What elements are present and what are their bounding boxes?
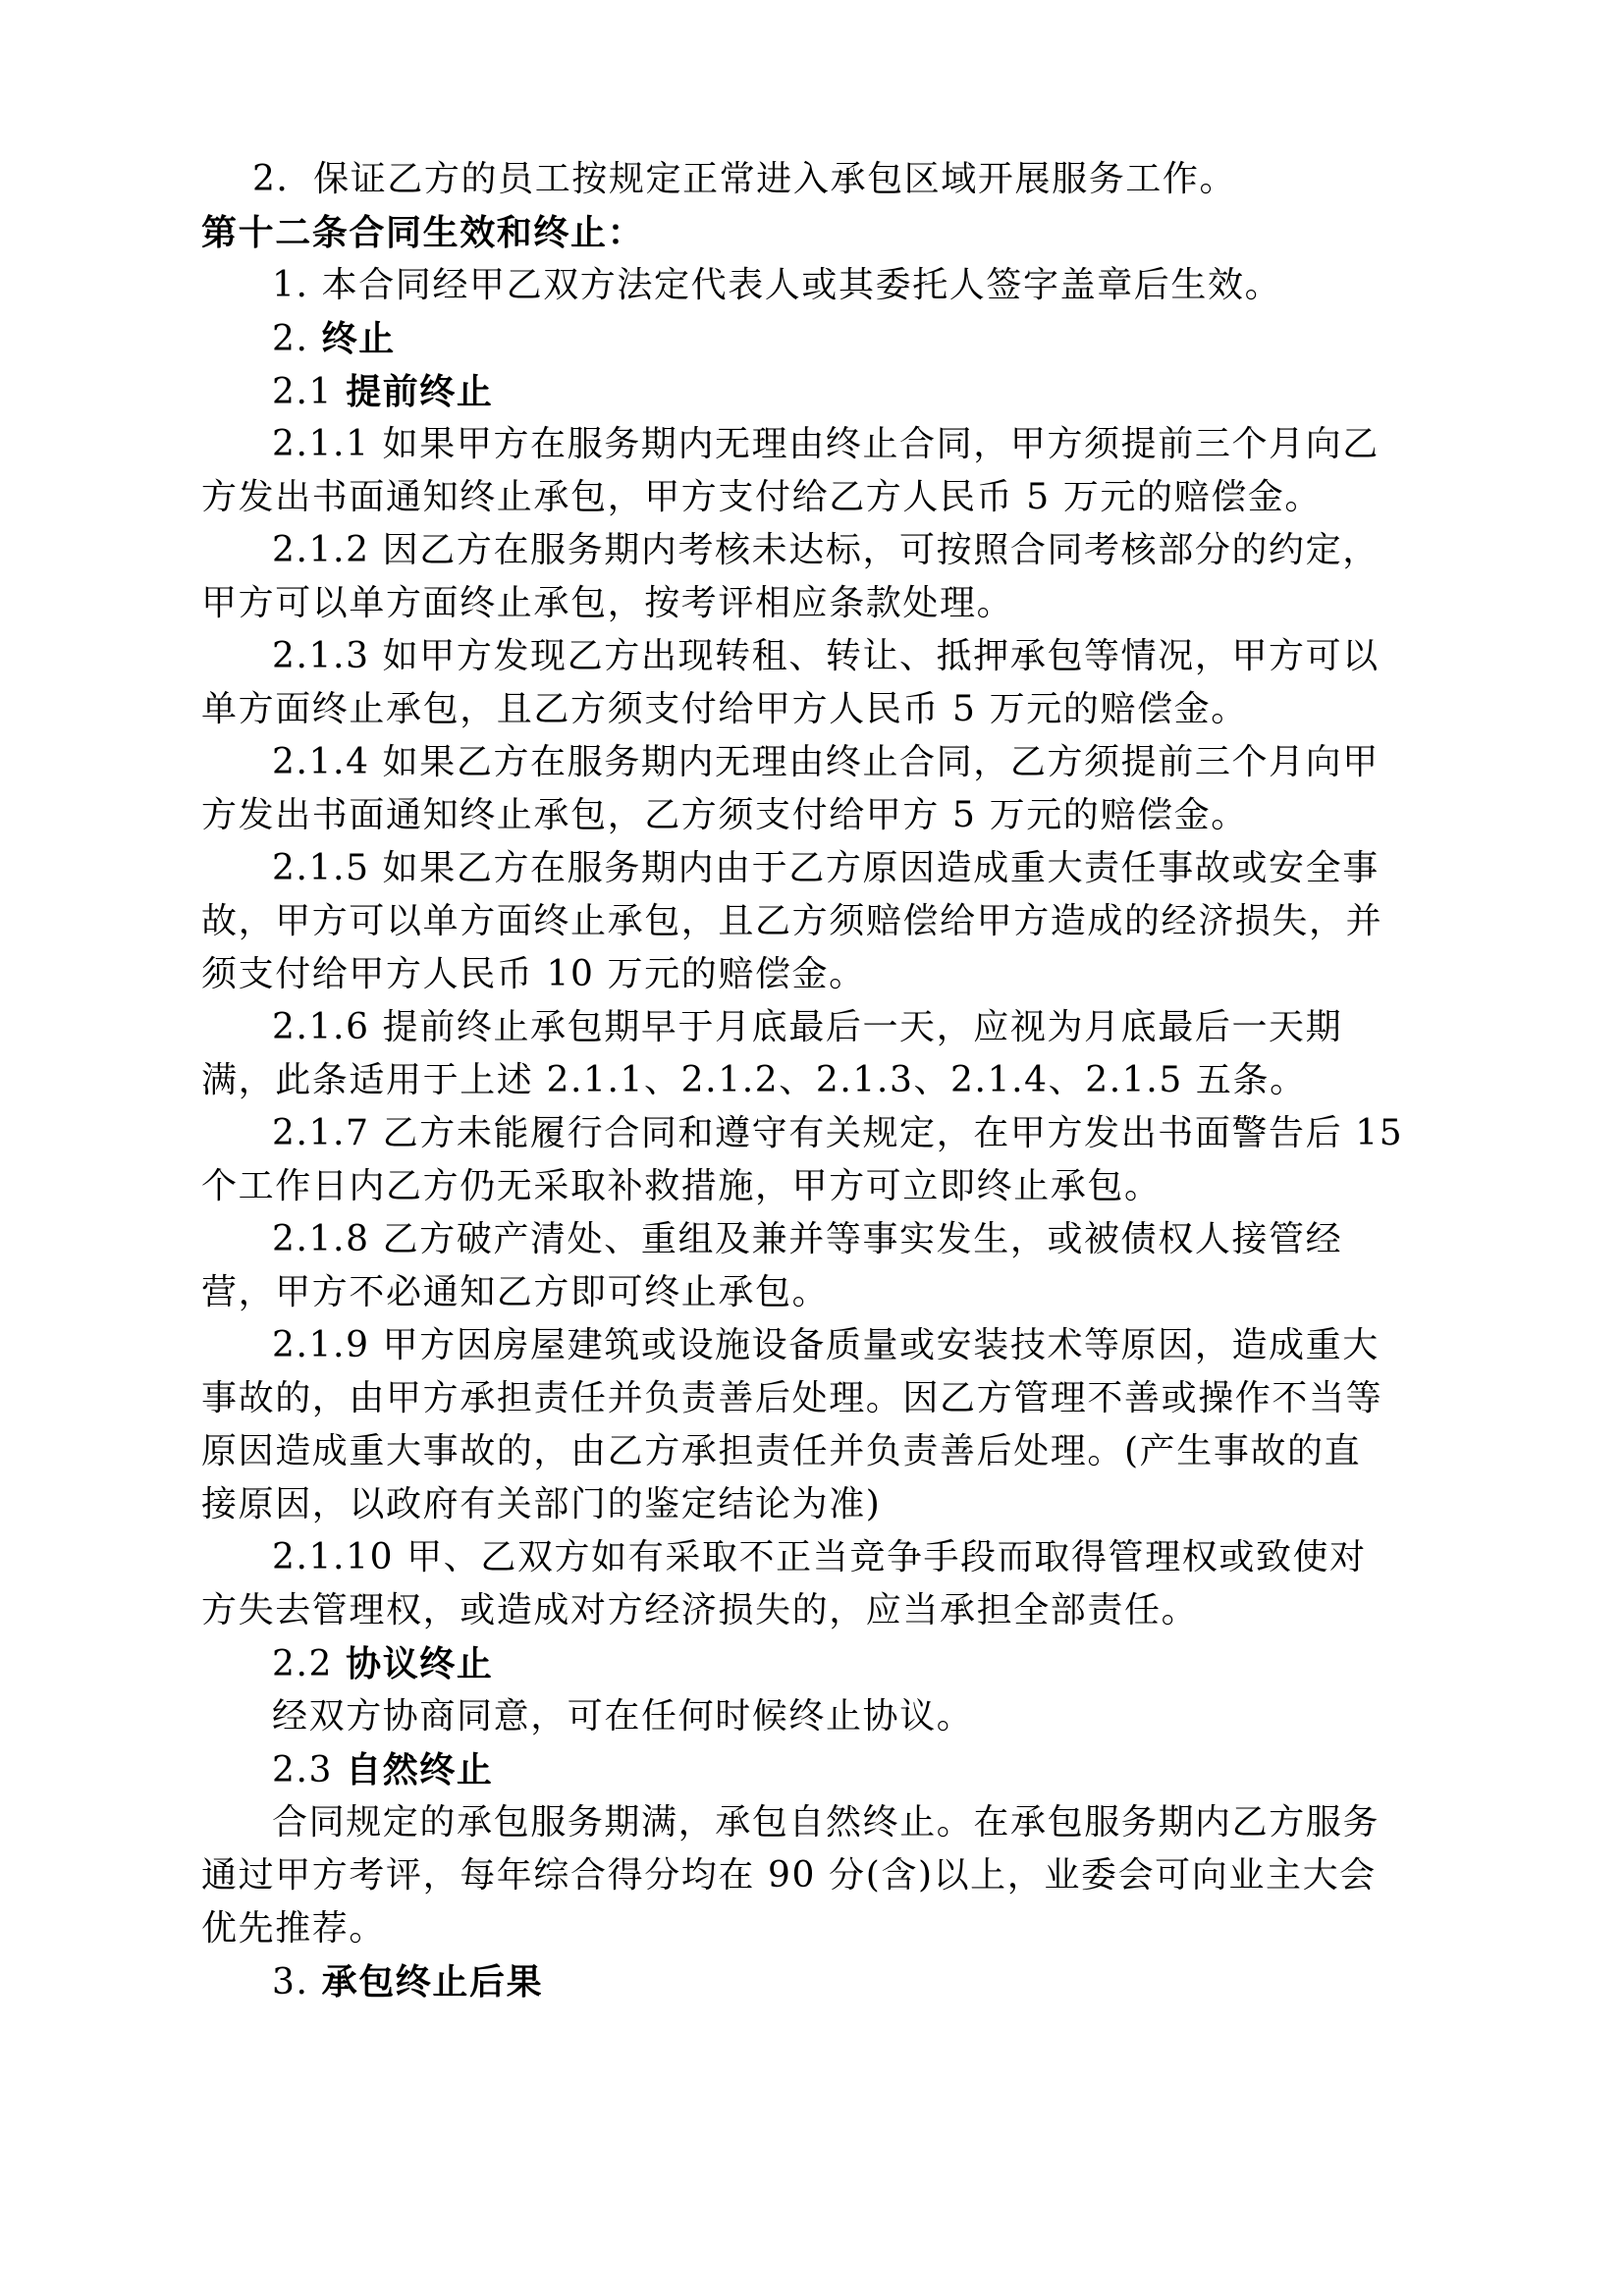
clause-line: 1. 本合同经甲乙双方法定代表人或其委托人签字盖章后生效。 — [272, 265, 1282, 305]
document-body — [201, 153, 1429, 2008]
clause-line: 通过甲方考评，每年综合得分均在 90 分(含)以上，业委会可向业主大会 — [201, 1855, 1377, 1896]
clause-line: 2.1.2 因乙方在服务期内考核未达标，可按照合同考核部分的约定， — [272, 530, 1380, 570]
clause-line: 2.1.8 乙方破产清处、重组及兼并等事实发生，或被债权人接管经 — [272, 1219, 1343, 1259]
clause-line: 2.1.3 如甲方发现乙方出现转租、转让、抵押承包等情况，甲方可以 — [272, 636, 1380, 676]
section-heading — [201, 365, 1429, 418]
clause-line: 方发出书面通知终止承包，乙方须支付给甲方 5 万元的赔偿金。 — [201, 795, 1248, 835]
section-title: 自然终止 — [346, 1749, 494, 1790]
clause-line: 方失去管理权，或造成对方经济损失的，应当承担全部责任。 — [201, 1590, 1199, 1630]
section-heading — [201, 1955, 1429, 2008]
section-number: 2.1 — [272, 372, 347, 412]
section-title: 提前终止 — [346, 371, 494, 412]
clause-line: 合同规定的承包服务期满，承包自然终止。在承包服务期内乙方服务 — [272, 1802, 1380, 1842]
clause-line: 优先推荐。 — [201, 1908, 387, 1949]
clause-line: 满，此条适用于上述 2.1.1、2.1.2、2.1.3、2.1.4、2.1.5 五条。 — [201, 1060, 1307, 1100]
section-heading — [201, 1743, 1429, 1796]
clause-line: 个工作日内乙方仍无采取补救措施，甲方可立即终止承包。 — [201, 1166, 1162, 1206]
clause-line: 经双方协商同意，可在任何时候终止协议。 — [272, 1696, 974, 1736]
clause-line: 2.1.5 如果乙方在服务期内由于乙方原因造成重大责任事故或安全事 — [272, 848, 1380, 888]
section-heading — [201, 312, 1429, 365]
clause-line: 2.1.6 提前终止承包期早于月底最后一天，应视为月底最后一天期 — [272, 1007, 1343, 1047]
section-number: 2.3 — [272, 1750, 347, 1790]
clause-line: 2．保证乙方的员工按规定正常进入承包区域开展服务工作。 — [252, 159, 1237, 199]
article-heading: 第十二条合同生效和终止： — [201, 212, 645, 253]
clause-line: 2.1.10 甲、乙双方如有采取不正当竞争手段而取得管理权或致使对 — [272, 1537, 1367, 1577]
clause-line: 方发出书面通知终止承包，甲方支付给乙方人民币 5 万元的赔偿金。 — [201, 477, 1322, 517]
clause-line: 接原因，以政府有关部门的鉴定结论为准) — [201, 1484, 882, 1524]
clause-line: 2.1.1 如果甲方在服务期内无理由终止合同，甲方须提前三个月向乙 — [272, 424, 1380, 464]
section-title: 协议终止 — [346, 1643, 494, 1684]
section-number: 2.2 — [272, 1644, 347, 1684]
section-title: 承包终止后果 — [321, 1961, 544, 2002]
section-number: 3. — [272, 1962, 322, 2002]
section-number: 2. — [272, 319, 322, 359]
section-title: 终止 — [321, 318, 396, 359]
clause-line: 故，甲方可以单方面终止承包，且乙方须赔偿给甲方造成的经济损失，并 — [201, 901, 1383, 941]
clause-line: 事故的，由甲方承担责任并负责善后处理。因乙方管理不善或操作不当等 — [201, 1378, 1383, 1418]
clause-line: 须支付给甲方人民币 10 万元的赔偿金。 — [201, 954, 866, 994]
clause-line: 2.1.7 乙方未能履行合同和遵守有关规定，在甲方发出书面警告后 15 — [272, 1113, 1404, 1153]
clause-line: 原因造成重大事故的，由乙方承担责任并负责善后处理。(产生事故的直 — [201, 1431, 1362, 1471]
section-heading — [201, 1637, 1429, 1690]
clause-line: 单方面终止承包，且乙方须支付给甲方人民币 5 万元的赔偿金。 — [201, 689, 1248, 729]
clause-line: 2.1.4 如果乙方在服务期内无理由终止合同，乙方须提前三个月向甲 — [272, 742, 1380, 782]
clause-line: 营，甲方不必通知乙方即可终止承包。 — [201, 1272, 830, 1312]
clause-line: 2.1.9 甲方因房屋建筑或设施设备质量或安装技术等原因，造成重大 — [272, 1325, 1380, 1365]
clause-line: 甲方可以单方面终止承包，按考评相应条款处理。 — [201, 583, 1014, 623]
